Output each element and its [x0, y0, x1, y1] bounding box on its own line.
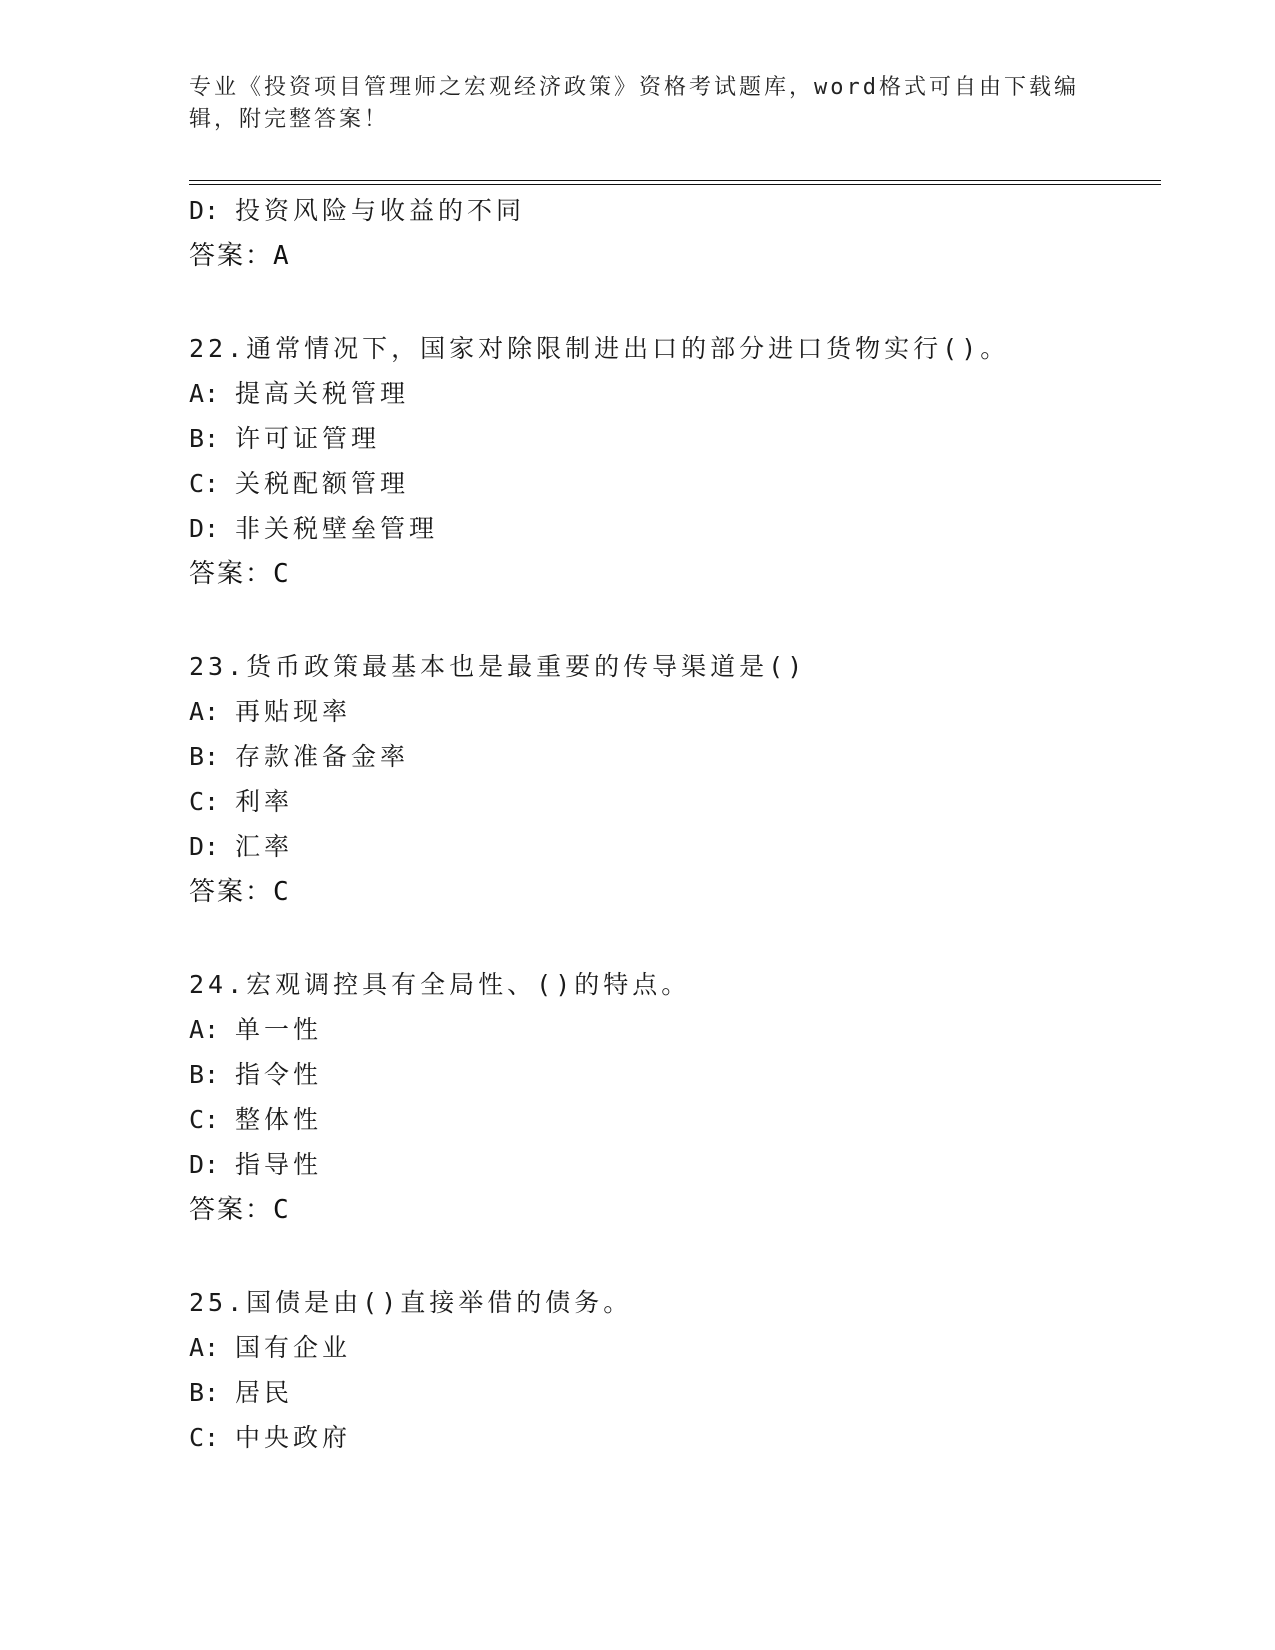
option-label: B:	[189, 1060, 220, 1089]
answer-line	[189, 1194, 291, 1226]
option-line	[189, 1377, 293, 1409]
header-rule-bottom	[189, 184, 1161, 185]
option-line	[189, 831, 293, 863]
option-line	[189, 378, 409, 410]
option-text: 关税配额管理	[235, 469, 410, 498]
option-label: C:	[189, 787, 220, 816]
option-line	[189, 1332, 351, 1364]
answer-value: C	[273, 877, 291, 907]
option-text: 汇率	[235, 832, 294, 861]
option-label: A:	[189, 1015, 220, 1044]
option-text: 居民	[235, 1378, 294, 1407]
option-label: D:	[189, 514, 220, 543]
option-label: D:	[189, 196, 220, 225]
option-line	[189, 741, 409, 773]
option-label: C:	[189, 1105, 220, 1134]
answer-line	[189, 876, 291, 908]
option-text: 整体性	[235, 1105, 323, 1134]
question-stem: 25.国债是由()直接举借的债务。	[189, 1288, 633, 1317]
answer-label: 答案：	[189, 877, 274, 907]
option-label: C:	[189, 469, 220, 498]
answer-line	[189, 240, 291, 272]
option-text: 非关税壁垒管理	[235, 514, 439, 543]
question-stem: 22.通常情况下，国家对除限制进出口的部分进口货物实行()。	[189, 334, 1010, 363]
option-text: 提高关税管理	[235, 379, 410, 408]
option-text: 投资风险与收益的不同	[235, 196, 526, 225]
answer-line	[189, 558, 291, 590]
option-label: A:	[189, 697, 220, 726]
option-text: 单一性	[235, 1015, 323, 1044]
option-line	[189, 513, 438, 545]
option-line	[189, 1059, 322, 1091]
option-line	[189, 786, 293, 818]
answer-value: C	[273, 559, 291, 589]
option-line	[189, 423, 380, 455]
option-label: B:	[189, 742, 220, 771]
option-line	[189, 696, 351, 728]
option-text: 指导性	[235, 1150, 323, 1179]
option-text: 再贴现率	[235, 697, 352, 726]
answer-value: C	[273, 1195, 291, 1225]
answer-label: 答案：	[189, 241, 274, 271]
option-label: A:	[189, 379, 220, 408]
option-label: C:	[189, 1423, 220, 1452]
option-text: 指令性	[235, 1060, 323, 1089]
option-text: 利率	[235, 787, 294, 816]
option-text: 许可证管理	[235, 424, 381, 453]
header-rule-top	[189, 180, 1161, 181]
question-stem: 23.货币政策最基本也是最重要的传导渠道是()	[189, 652, 807, 681]
option-label: B:	[189, 1378, 220, 1407]
option-label: B:	[189, 424, 220, 453]
answer-label: 答案：	[189, 1195, 274, 1225]
option-line	[189, 468, 409, 500]
option-line	[189, 195, 525, 227]
option-line	[189, 1104, 322, 1136]
option-label: D:	[189, 1150, 220, 1179]
answer-label: 答案：	[189, 559, 274, 589]
option-label: D:	[189, 832, 220, 861]
option-label: A:	[189, 1333, 220, 1362]
document-header: 专业《投资项目管理师之宏观经济政策》资格考试题库，word格式可自由下载编辑，附完整答案！	[189, 75, 1079, 132]
option-line	[189, 1014, 322, 1046]
option-text: 国有企业	[235, 1333, 352, 1362]
option-text: 存款准备金率	[235, 742, 410, 771]
answer-value: A	[273, 241, 291, 271]
option-line	[189, 1149, 322, 1181]
option-text: 中央政府	[235, 1423, 352, 1452]
question-stem: 24.宏观调控具有全局性、()的特点。	[189, 970, 691, 999]
option-line	[189, 1422, 351, 1454]
